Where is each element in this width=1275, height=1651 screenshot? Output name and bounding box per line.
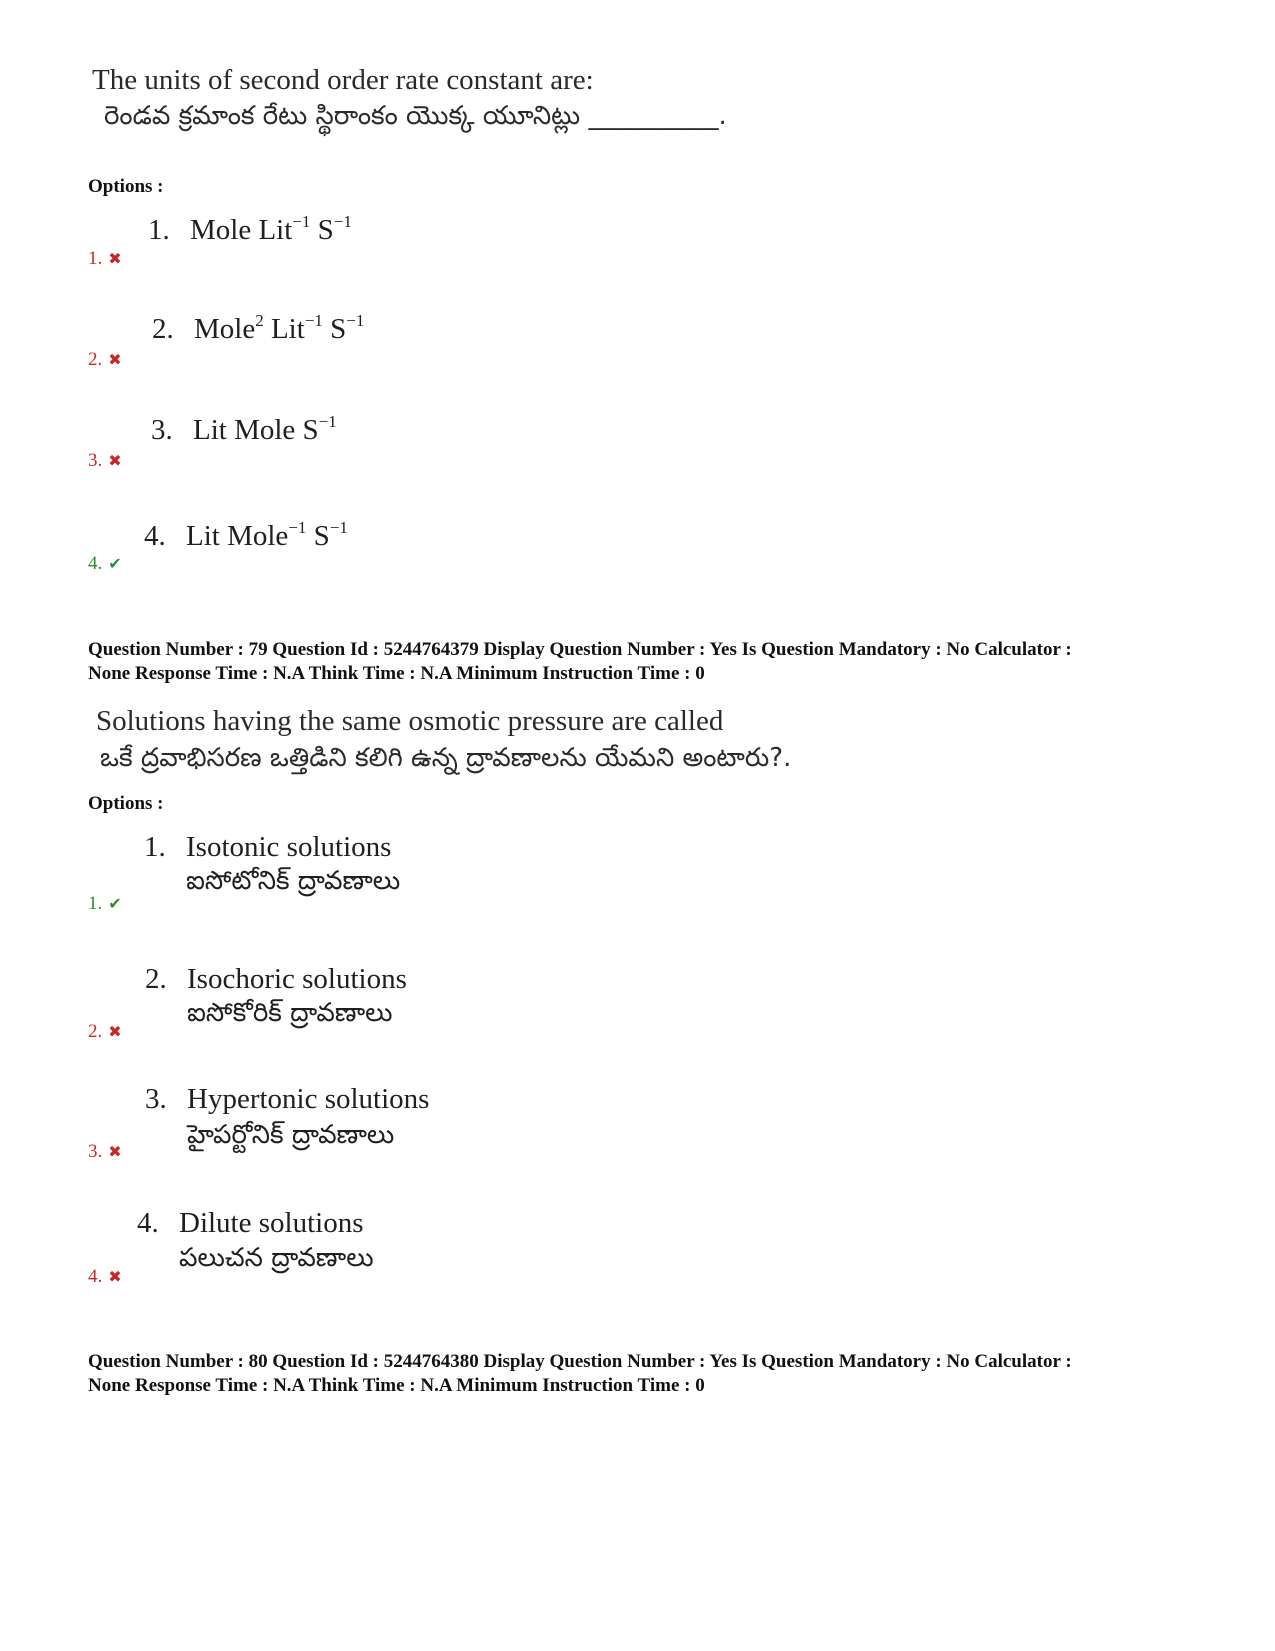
cross-mark-icon: ✖ bbox=[108, 451, 122, 470]
option-4-text: 4. Dilute solutions bbox=[137, 1207, 364, 1239]
option-4-text-telugu: పలుచన ద్రావణాలు bbox=[179, 1243, 374, 1273]
option-4-marker: 4. ✖ bbox=[88, 1266, 122, 1287]
option-2-text: 2. Isochoric solutions bbox=[145, 963, 407, 995]
question-79-meta: Question Number : 79 Question Id : 5244764379 Display Question Number : Yes Is Question Mandatory : No Calculator : None Response Time : N.A Think Time : N.A Minimum Instruction Time : 0 bbox=[88, 639, 1072, 684]
check-mark-icon: ✔ bbox=[108, 554, 122, 573]
option-3-marker: 3. ✖ bbox=[88, 1141, 122, 1162]
option-4-marker: 4. ✔ bbox=[88, 553, 122, 574]
option-1-marker: 1. ✖ bbox=[88, 248, 122, 269]
option-2-text-telugu: ఐసోకోరిక్ ద్రావణాలు bbox=[187, 998, 393, 1028]
option-1-marker: 1. ✔ bbox=[88, 893, 122, 914]
cross-mark-icon: ✖ bbox=[108, 249, 122, 268]
options-label: Options : bbox=[88, 176, 164, 197]
option-4-text: 4. Lit Mole$^{-1}$ $S^{-1}$ bbox=[144, 518, 348, 552]
question-80-meta: Question Number : 80 Question Id : 5244764380 Display Question Number : Yes Is Question Mandatory : No Calculator : None Response Time : N.A Think Time : N.A Minimum Instruction Time : 0 bbox=[88, 1351, 1072, 1396]
question-79-text-telugu: ఒకే ద్రవాభిసరణ ఒత్తిడిని కలిగి ఉన్న ద్రావణాలను యేమని అంటారు?. bbox=[100, 743, 792, 773]
cross-mark-icon: ✖ bbox=[108, 350, 122, 369]
option-1-text-telugu: ఐసోటోనిక్ ద్రావణాలు bbox=[186, 866, 401, 896]
option-3-text: 3. Lit Mole $S^{-1}$ bbox=[151, 412, 337, 446]
question-79-text-english: Solutions having the same osmotic pressure are called bbox=[96, 705, 724, 737]
check-mark-icon: ✔ bbox=[108, 894, 122, 913]
option-2-marker: 2. ✖ bbox=[88, 1021, 122, 1042]
option-2-text: 2. Mole$^2$ Lit$^{-1}$ $S^{-1}$ bbox=[152, 311, 365, 345]
question-78-text-telugu: రెండవ క్రమాంక రేటు స్థిరాంకం యొక్క యూనిట్లు __________. bbox=[104, 101, 727, 131]
option-1-text: 1. Mole Lit$^{-1}$ $S^{-1}$ bbox=[148, 212, 352, 246]
options-label: Options : bbox=[88, 793, 164, 814]
option-1-text: 1. Isotonic solutions bbox=[144, 831, 392, 863]
question-78-text-english: The units of second order rate constant are: bbox=[92, 64, 594, 96]
option-2-marker: 2. ✖ bbox=[88, 349, 122, 370]
cross-mark-icon: ✖ bbox=[108, 1142, 122, 1161]
option-3-text-telugu: హైపర్టోనిక్ ద్రావణాలు bbox=[187, 1120, 395, 1150]
cross-mark-icon: ✖ bbox=[108, 1022, 122, 1041]
option-3-text: 3. Hypertonic solutions bbox=[145, 1083, 430, 1115]
option-3-marker: 3. ✖ bbox=[88, 450, 122, 471]
cross-mark-icon: ✖ bbox=[108, 1267, 122, 1286]
